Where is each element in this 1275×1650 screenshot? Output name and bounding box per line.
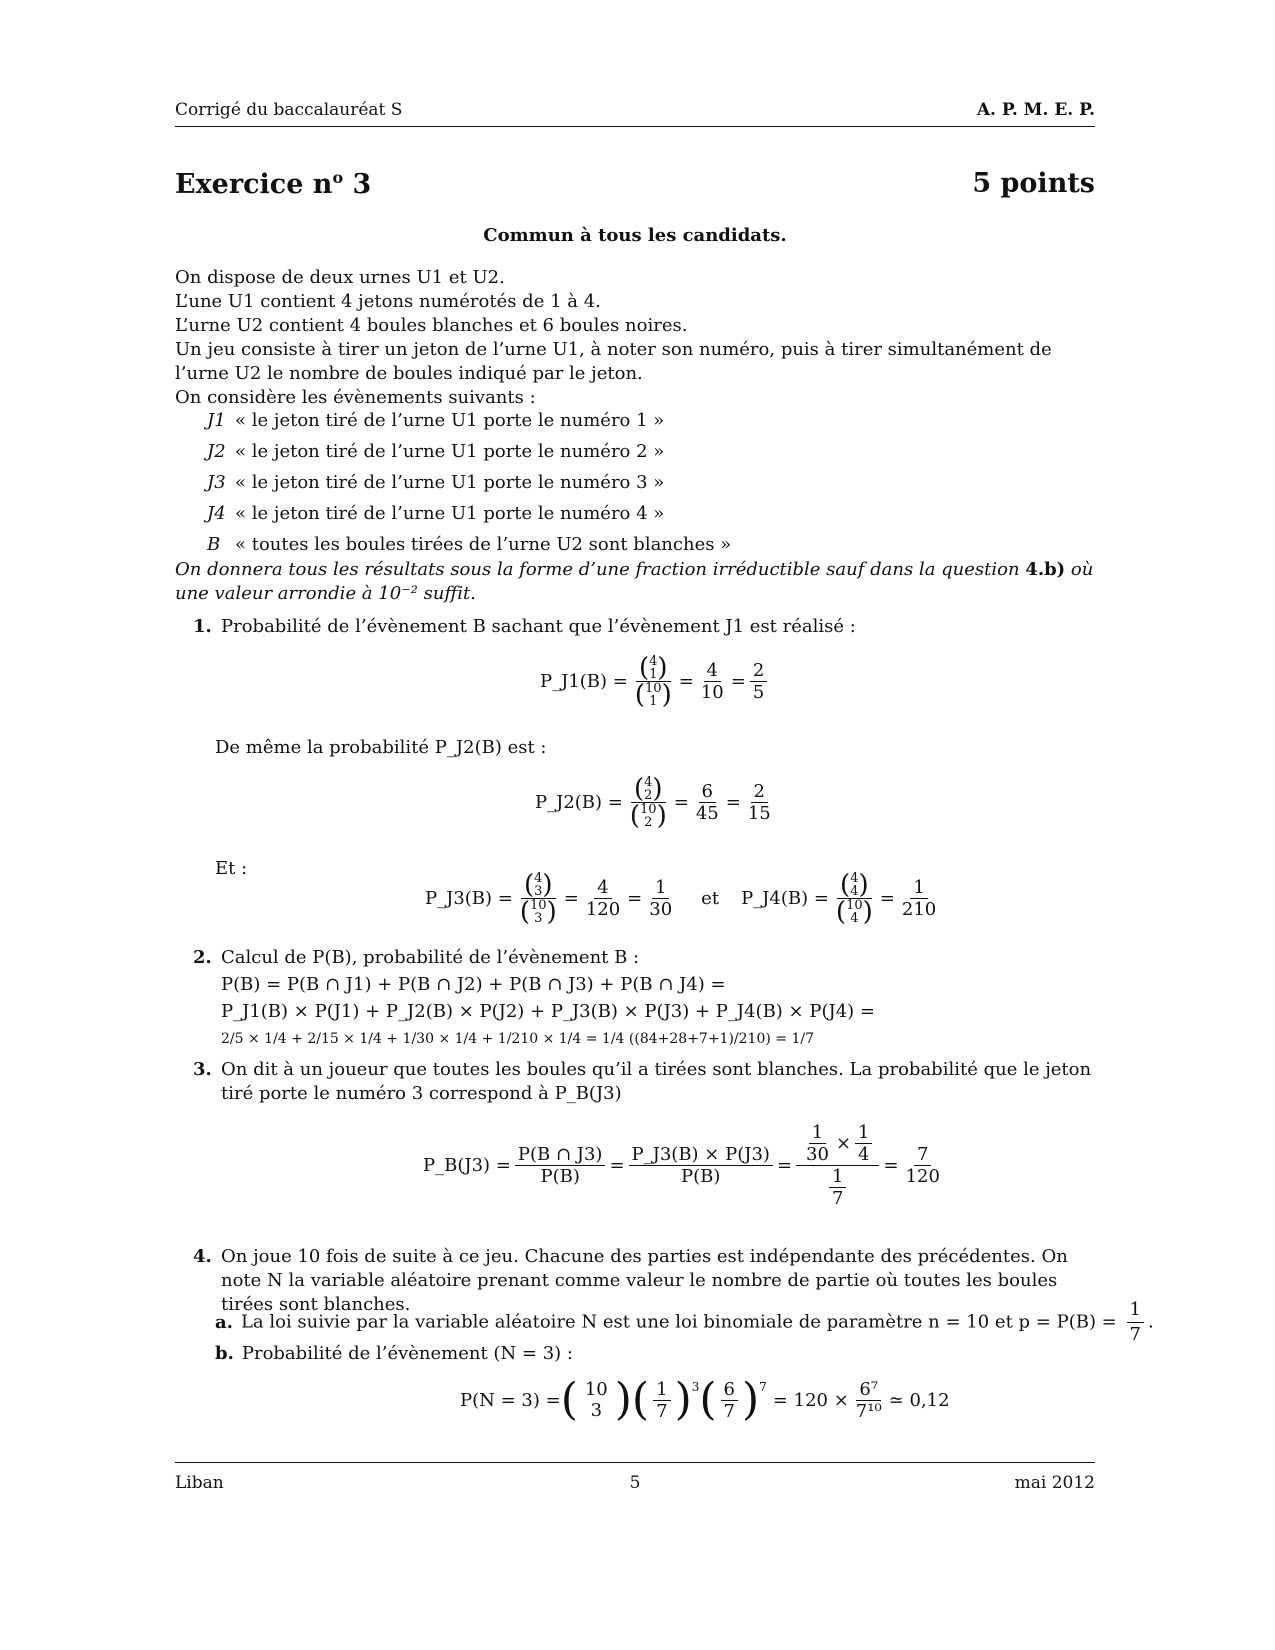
footer-left: Liban [175, 1473, 224, 1493]
question-4: 4. On joue 10 fois de suite à ce jeu. Chacune des parties est indépendante des précédentes. On note N la variable aléatoire prenant comme valeur le nombre de partie où toutes les boules tirées sont blanches. [193, 1246, 1068, 1315]
intro-line: On dispose de deux urnes U1 et U2. [175, 267, 505, 288]
exercise-title [175, 168, 1095, 200]
events-list [207, 405, 731, 560]
q2-line-2: P_J1(B) × P(J1) + P_J2(B) × P(J2) + P_J3(B) × P(J3) + P_J4(B) × P(J4) = [221, 1001, 875, 1022]
event-item: B « toutes les boules tirées de l’urne U2 sont blanches » [207, 534, 732, 555]
q2-line-3: 2/5 × 1/4 + 2/15 × 1/4 + 1/30 × 1/4 + 1/210 × 1/4 = 1/4 ((84+28+7+1)/210) = 1/7 [221, 1031, 814, 1047]
formula-pj1: P_J1(B) = ( 4 1 ) ( 10 1 ) = $\frac{4}{10}$ = $\frac{2}{5}$ [540, 655, 771, 708]
event-item: J1 « le jeton tiré de l’urne U1 porte le numéro 1 » [207, 410, 665, 431]
intro [175, 266, 1095, 410]
header-right: A. P. M. E. P. [976, 100, 1095, 120]
q1-text-3: Et : [215, 858, 248, 879]
question-3: 3. On dit à un joueur que toutes les boules qu’il a tirées sont blanches. La probabilité que le jeton tiré porte le numéro 3 correspond à P_B(J3) [193, 1059, 1092, 1104]
exercise-label: Exercice $n^o$ 3 [175, 168, 372, 200]
q2-line-1: P(B) = P(B ∩ J1) + P(B ∩ J2) + P(B ∩ J3) + P(B ∩ J4) = [221, 974, 726, 995]
formula-pj2: P_J2(B) = ( 4 2 ) ( 10 2 ) = $\frac{6}{45}$ = $\frac{2}{15}$ [535, 774, 771, 831]
event-item: J3 « le jeton tiré de l’urne U1 porte le numéro 3 » [207, 472, 665, 493]
intro-line: Un jeu consiste à tirer un jeton de l’urne U1, à noter son numéro, puis à tirer simultanément de l’urne U2 le nombre de boules indiqué par le jeton. [175, 339, 1052, 384]
intro-line: On considère les évènements suivants : [175, 387, 536, 408]
question-1: 1. Probabilité de l’évènement B sachant que l’évènement J1 est réalisé : [193, 616, 856, 637]
formula-pn3: P(N = 3) = ( 10 3 )( $\frac{1}{7}$ ) $^3$ ( $\frac{6}{7}$ ) $^7$ = 120 × $\frac{\text{6⁷}}{\text{7¹⁰}}$ ≃ 0,12 [460, 1374, 950, 1425]
intro-line: L’une U1 contient 4 jetons numérotés de 1 à 4. [175, 291, 601, 312]
page-header [175, 100, 1095, 127]
exercise-points: 5 points [972, 168, 1095, 199]
formula-pj3-pj4: P_J3(B) = ( 4 3 ) ( 10 3 ) = $\frac{4}{120}$ = $\frac{1}{30}$ et P_J4(B) = ( 4 4 ) ( 10 4 ) = $\frac{1}{210}$ [425, 870, 937, 927]
subtitle: Commun à tous les candidats. [483, 225, 787, 246]
page-footer [175, 1462, 1095, 1493]
page-number: 5 [629, 1473, 641, 1493]
intro-line: L’urne U2 contient 4 boules blanches et 6 boules noires. [175, 315, 688, 336]
header-left: Corrigé du baccalauréat S [175, 100, 403, 120]
instructions-note: On donnera tous les résultats sous la forme d’une fraction irréductible sauf dans la question 4.b) où une valeur arrondie à 10⁻² suffit. [175, 559, 1094, 604]
footer-right: mai 2012 [1014, 1473, 1095, 1493]
formula-pb-j3: P_B(J3) = $\frac{P(B \cap J3)}{P(B)}$ = $\frac{P\_J3(B) \times P(J3)}{P(B)}$ = $\frac{1}{30}$ × $\frac{1}{4}$ $\frac{1}{7}$ = $\frac{7}{120}$ [423, 1122, 940, 1209]
question-4a: a. La loi suivie par la variable aléatoire N est une loi binomiale de paramètre n = 10 et p = P(B) = $\frac{1}{7}$ . [215, 1299, 1154, 1345]
page [175, 0, 1154, 1650]
event-item: J2 « le jeton tiré de l’urne U1 porte le numéro 2 » [207, 441, 665, 462]
q1-text-2: De même la probabilité P_J2(B) est : [215, 737, 547, 758]
question-4b: b. Probabilité de l’évènement (N = 3) : [215, 1343, 573, 1364]
event-item: J4 « le jeton tiré de l’urne U1 porte le numéro 4 » [207, 503, 665, 524]
question-2: 2. Calcul de P(B), probabilité de l’évènement B : P(B) = P(B ∩ J1) + P(B ∩ J2) + P(B ∩ J3) + P(B ∩ J4) = P_J1(B) × P(J1) + P_J2(B) × P(J2) + P_J3(B) × P(J3) + P_J4(B) × P(J4) = 2/5 × 1/4 + 2/15 × 1/4 + 1/30 × 1/4 + 1/210 × 1/4 = 1/4 ((84+28+7+1)/210) = 1/7 [193, 946, 1095, 1051]
